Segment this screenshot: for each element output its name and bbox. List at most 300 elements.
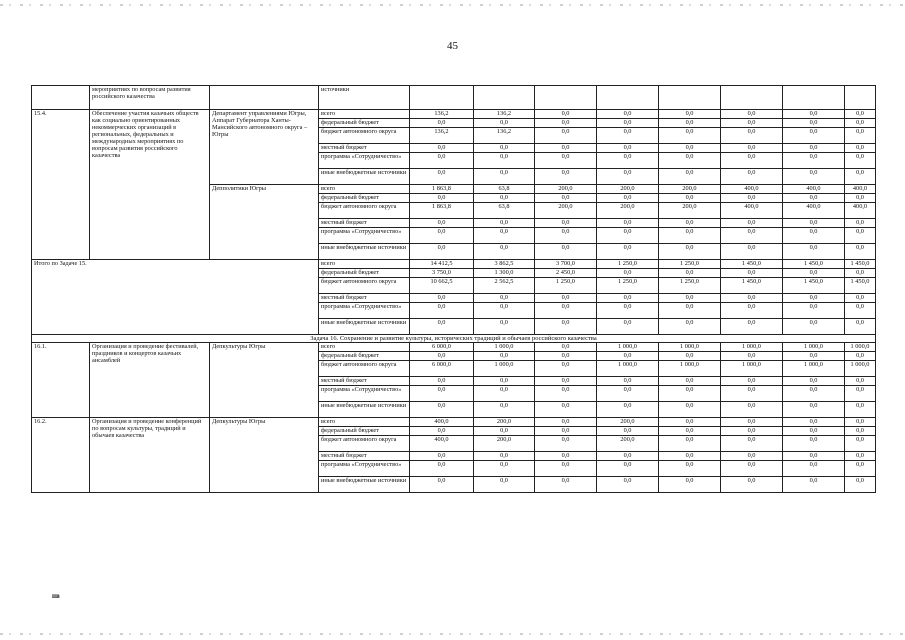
footer-mark: пв [52, 592, 60, 600]
value-cell: 0,0 [535, 128, 597, 144]
cell-event-name: Обеспечение участия казачьих обществ как социально ориентированных некоммерческих организаций в региональных, федеральных и международных мероприятиях по вопросам развития российского казачества [90, 110, 210, 260]
value-cell: 0,0 [535, 219, 597, 228]
value-cell: 0,0 [474, 319, 535, 335]
value-cell: 1 000,0 [659, 361, 721, 377]
cell-source: федеральный бюджет [319, 352, 410, 361]
value-cell: 0,0 [535, 244, 597, 260]
value-cell [659, 86, 721, 110]
value-cell: 3 862,5 [474, 260, 535, 269]
value-cell: 0,0 [535, 119, 597, 128]
value-cell: 0,0 [410, 461, 474, 477]
cell-executor [210, 86, 319, 110]
value-cell: 0,0 [659, 452, 721, 461]
value-cell: 0,0 [845, 128, 876, 144]
cell-num: 15.4. [32, 110, 90, 260]
value-cell: 0,0 [597, 228, 659, 244]
value-cell: 0,0 [659, 461, 721, 477]
value-cell: 0,0 [597, 110, 659, 119]
value-cell: 0,0 [535, 427, 597, 436]
value-cell: 0,0 [783, 402, 845, 418]
cell-source: всего [319, 110, 410, 119]
value-cell: 0,0 [410, 402, 474, 418]
value-cell: 0,0 [535, 294, 597, 303]
value-cell: 0,0 [845, 303, 876, 319]
cell-event-name: Организация и проведение фестивалей, праздников и концертов казачьих ансамблей [90, 343, 210, 418]
value-cell: 1 450,0 [721, 260, 783, 269]
value-cell: 0,0 [721, 110, 783, 119]
value-cell: 0,0 [845, 477, 876, 493]
cell-source: местный бюджет [319, 294, 410, 303]
table-row [32, 86, 876, 110]
value-cell: 400,0 [410, 436, 474, 452]
value-cell: 0,0 [597, 219, 659, 228]
table-row [32, 260, 876, 269]
cell-source: местный бюджет [319, 219, 410, 228]
value-cell: 0,0 [845, 352, 876, 361]
value-cell: 0,0 [474, 352, 535, 361]
value-cell: 0,0 [535, 169, 597, 185]
value-cell: 0,0 [410, 194, 474, 203]
value-cell: 0,0 [783, 436, 845, 452]
value-cell: 1 300,0 [474, 269, 535, 278]
table-row [32, 418, 876, 427]
cell-source: всего [319, 343, 410, 352]
value-cell: 136,2 [410, 110, 474, 119]
value-cell: 0,0 [721, 169, 783, 185]
cell-source: всего [319, 260, 410, 269]
value-cell: 0,0 [597, 427, 659, 436]
value-cell: 0,0 [721, 144, 783, 153]
value-cell: 200,0 [659, 203, 721, 219]
cell-source: всего [319, 418, 410, 427]
value-cell: 400,0 [845, 203, 876, 219]
value-cell: 6 000,0 [410, 343, 474, 352]
value-cell: 0,0 [597, 294, 659, 303]
value-cell: 0,0 [783, 477, 845, 493]
cell-source: программа «Сотрудничество» [319, 228, 410, 244]
value-cell: 0,0 [783, 303, 845, 319]
value-cell: 0,0 [659, 169, 721, 185]
value-cell: 0,0 [721, 461, 783, 477]
value-cell: 0,0 [597, 269, 659, 278]
value-cell: 400,0 [721, 203, 783, 219]
table-row [32, 110, 876, 119]
value-cell: 1 250,0 [597, 260, 659, 269]
value-cell: 0,0 [474, 219, 535, 228]
cell-num [32, 86, 90, 110]
value-cell: 200,0 [597, 203, 659, 219]
value-cell: 0,0 [474, 386, 535, 402]
value-cell: 0,0 [474, 153, 535, 169]
cell-source: бюджет автономного округа [319, 278, 410, 294]
value-cell: 1 000,0 [474, 361, 535, 377]
value-cell: 0,0 [659, 153, 721, 169]
value-cell: 0,0 [721, 352, 783, 361]
value-cell: 0,0 [410, 477, 474, 493]
value-cell: 0,0 [721, 436, 783, 452]
value-cell: 0,0 [410, 219, 474, 228]
value-cell: 0,0 [474, 377, 535, 386]
value-cell: 1 250,0 [659, 260, 721, 269]
value-cell: 0,0 [535, 386, 597, 402]
value-cell [783, 86, 845, 110]
value-cell: 0,0 [721, 294, 783, 303]
value-cell: 0,0 [410, 119, 474, 128]
cell-source: бюджет автономного округа [319, 203, 410, 219]
value-cell: 0,0 [845, 418, 876, 427]
value-cell: 136,2 [474, 128, 535, 144]
cell-source: федеральный бюджет [319, 427, 410, 436]
value-cell: 0,0 [597, 169, 659, 185]
value-cell: 0,0 [659, 244, 721, 260]
value-cell: 0,0 [783, 153, 845, 169]
value-cell: 1 000,0 [474, 343, 535, 352]
value-cell: 1 250,0 [535, 278, 597, 294]
value-cell: 0,0 [597, 477, 659, 493]
value-cell: 10 662,5 [410, 278, 474, 294]
page-number: 45 [447, 40, 458, 52]
value-cell: 0,0 [659, 436, 721, 452]
value-cell: 0,0 [410, 427, 474, 436]
table-row [32, 343, 876, 352]
value-cell: 0,0 [845, 194, 876, 203]
value-cell: 3 750,0 [410, 269, 474, 278]
value-cell: 0,0 [659, 418, 721, 427]
value-cell: 3 700,0 [535, 260, 597, 269]
cell-source: иные внебюджетные источники [319, 477, 410, 493]
value-cell: 0,0 [410, 319, 474, 335]
value-cell: 0,0 [659, 477, 721, 493]
value-cell: 0,0 [845, 461, 876, 477]
cell-source: иные внебюджетные источники [319, 402, 410, 418]
task-title: Задача 16. Сохранение и развитие культуры, исторических традиций и обычаев российского казачества [32, 335, 876, 343]
value-cell: 0,0 [597, 386, 659, 402]
value-cell: 0,0 [410, 377, 474, 386]
value-cell: 0,0 [659, 386, 721, 402]
value-cell: 0,0 [783, 110, 845, 119]
value-cell: 0,0 [845, 269, 876, 278]
value-cell [474, 86, 535, 110]
value-cell: 0,0 [597, 319, 659, 335]
value-cell: 400,0 [410, 418, 474, 427]
subtotal-title: Итого по Задаче 15. [32, 260, 319, 335]
value-cell: 200,0 [597, 185, 659, 194]
cell-source: местный бюджет [319, 144, 410, 153]
value-cell: 0,0 [535, 402, 597, 418]
value-cell: 400,0 [845, 185, 876, 194]
value-cell: 0,0 [783, 452, 845, 461]
value-cell: 0,0 [659, 402, 721, 418]
value-cell: 1 000,0 [845, 343, 876, 352]
value-cell [535, 86, 597, 110]
value-cell: 0,0 [535, 461, 597, 477]
value-cell: 0,0 [474, 477, 535, 493]
value-cell: 1 000,0 [845, 361, 876, 377]
value-cell: 0,0 [721, 452, 783, 461]
value-cell: 0,0 [783, 386, 845, 402]
cell-source: иные внебюджетные источники [319, 244, 410, 260]
value-cell: 0,0 [474, 228, 535, 244]
value-cell: 2 450,0 [535, 269, 597, 278]
value-cell: 0,0 [535, 352, 597, 361]
value-cell: 0,0 [474, 402, 535, 418]
value-cell: 0,0 [597, 402, 659, 418]
value-cell: 0,0 [721, 386, 783, 402]
value-cell: 0,0 [845, 386, 876, 402]
value-cell: 0,0 [721, 153, 783, 169]
value-cell: 0,0 [659, 294, 721, 303]
value-cell: 0,0 [783, 194, 845, 203]
value-cell: 0,0 [783, 144, 845, 153]
scan-top-edge [0, 4, 905, 6]
value-cell: 0,0 [721, 219, 783, 228]
value-cell: 0,0 [535, 228, 597, 244]
value-cell: 63,8 [474, 203, 535, 219]
value-cell: 1 000,0 [597, 361, 659, 377]
value-cell: 0,0 [783, 377, 845, 386]
value-cell: 0,0 [659, 377, 721, 386]
cell-executor: Депкультуры Югры [210, 343, 319, 418]
value-cell: 0,0 [410, 153, 474, 169]
value-cell: 0,0 [597, 144, 659, 153]
value-cell: 0,0 [721, 244, 783, 260]
value-cell: 1 250,0 [659, 278, 721, 294]
cell-source: программа «Сотрудничество» [319, 303, 410, 319]
value-cell: 14 412,5 [410, 260, 474, 269]
value-cell: 0,0 [721, 194, 783, 203]
value-cell: 0,0 [721, 418, 783, 427]
value-cell: 1 000,0 [721, 343, 783, 352]
value-cell: 0,0 [659, 119, 721, 128]
value-cell: 0,0 [721, 269, 783, 278]
scan-bottom-edge [0, 633, 905, 635]
value-cell: 1 000,0 [721, 361, 783, 377]
value-cell: 0,0 [659, 128, 721, 144]
value-cell: 0,0 [783, 461, 845, 477]
cell-executor: Департамент управлениями Югры, Аппарат Губернатора Ханты-Мансийского автономного округа – Югры [210, 110, 319, 185]
value-cell: 0,0 [845, 402, 876, 418]
value-cell: 0,0 [845, 169, 876, 185]
value-cell: 200,0 [597, 436, 659, 452]
value-cell: 1 000,0 [783, 361, 845, 377]
value-cell: 0,0 [597, 153, 659, 169]
value-cell: 0,0 [845, 427, 876, 436]
value-cell: 63,8 [474, 185, 535, 194]
value-cell: 0,0 [659, 144, 721, 153]
value-cell: 0,0 [535, 361, 597, 377]
value-cell: 0,0 [845, 436, 876, 452]
value-cell: 1 000,0 [597, 343, 659, 352]
value-cell: 0,0 [597, 244, 659, 260]
value-cell: 0,0 [783, 294, 845, 303]
value-cell: 0,0 [845, 319, 876, 335]
value-cell: 1 450,0 [783, 260, 845, 269]
value-cell: 136,2 [410, 128, 474, 144]
value-cell: 1 250,0 [597, 278, 659, 294]
value-cell: 0,0 [474, 119, 535, 128]
value-cell: 0,0 [474, 169, 535, 185]
value-cell: 200,0 [474, 418, 535, 427]
value-cell: 0,0 [659, 427, 721, 436]
value-cell: 0,0 [535, 452, 597, 461]
cell-source: всего [319, 185, 410, 194]
value-cell: 0,0 [535, 319, 597, 335]
cell-source: иные внебюджетные источники [319, 319, 410, 335]
value-cell: 0,0 [845, 110, 876, 119]
value-cell: 0,0 [721, 427, 783, 436]
value-cell: 1 450,0 [721, 278, 783, 294]
value-cell: 0,0 [535, 110, 597, 119]
cell-source: программа «Сотрудничество» [319, 461, 410, 477]
value-cell: 0,0 [845, 452, 876, 461]
value-cell: 0,0 [474, 452, 535, 461]
value-cell: 6 000,0 [410, 361, 474, 377]
cell-source: бюджет автономного округа [319, 436, 410, 452]
value-cell: 400,0 [783, 185, 845, 194]
value-cell: 0,0 [535, 343, 597, 352]
value-cell: 0,0 [659, 110, 721, 119]
value-cell: 200,0 [535, 185, 597, 194]
value-cell: 0,0 [410, 303, 474, 319]
value-cell: 0,0 [474, 427, 535, 436]
value-cell: 0,0 [783, 319, 845, 335]
value-cell: 1 863,8 [410, 185, 474, 194]
cell-num: 16.2. [32, 418, 90, 493]
cell-event-name: мероприятиях по вопросам развития российского казачества [90, 86, 210, 110]
value-cell: 200,0 [597, 418, 659, 427]
value-cell: 0,0 [474, 194, 535, 203]
value-cell: 0,0 [783, 219, 845, 228]
value-cell: 0,0 [721, 128, 783, 144]
value-cell: 0,0 [410, 228, 474, 244]
value-cell: 0,0 [659, 219, 721, 228]
value-cell: 0,0 [659, 228, 721, 244]
value-cell: 0,0 [410, 244, 474, 260]
value-cell: 0,0 [721, 377, 783, 386]
value-cell: 200,0 [659, 185, 721, 194]
value-cell: 0,0 [783, 269, 845, 278]
value-cell: 0,0 [597, 461, 659, 477]
value-cell: 0,0 [535, 144, 597, 153]
value-cell [597, 86, 659, 110]
value-cell: 0,0 [783, 119, 845, 128]
value-cell: 0,0 [845, 228, 876, 244]
cell-executor: Депполитики Югры [210, 185, 319, 260]
value-cell: 0,0 [535, 303, 597, 319]
value-cell: 0,0 [845, 377, 876, 386]
value-cell: 200,0 [535, 203, 597, 219]
value-cell: 0,0 [535, 377, 597, 386]
value-cell: 0,0 [597, 303, 659, 319]
value-cell: 0,0 [783, 228, 845, 244]
budget-table [31, 85, 876, 493]
value-cell: 0,0 [597, 377, 659, 386]
value-cell: 0,0 [721, 303, 783, 319]
value-cell: 0,0 [597, 128, 659, 144]
cell-num: 16.1. [32, 343, 90, 418]
value-cell: 0,0 [721, 477, 783, 493]
cell-source: иные внебюджетные источники [319, 169, 410, 185]
cell-source: местный бюджет [319, 452, 410, 461]
value-cell: 400,0 [783, 203, 845, 219]
value-cell: 0,0 [597, 452, 659, 461]
value-cell: 0,0 [597, 352, 659, 361]
value-cell: 0,0 [845, 153, 876, 169]
value-cell [845, 86, 876, 110]
cell-source: бюджет автономного округа [319, 361, 410, 377]
value-cell: 0,0 [410, 144, 474, 153]
value-cell: 0,0 [597, 119, 659, 128]
value-cell: 0,0 [845, 244, 876, 260]
value-cell: 0,0 [783, 427, 845, 436]
value-cell [410, 86, 474, 110]
value-cell: 0,0 [659, 319, 721, 335]
value-cell: 0,0 [659, 303, 721, 319]
value-cell: 0,0 [783, 169, 845, 185]
value-cell: 0,0 [659, 352, 721, 361]
value-cell: 0,0 [474, 303, 535, 319]
value-cell: 0,0 [535, 418, 597, 427]
cell-source: источники [319, 86, 410, 110]
value-cell: 0,0 [410, 294, 474, 303]
cell-source: местный бюджет [319, 377, 410, 386]
cell-source: федеральный бюджет [319, 119, 410, 128]
value-cell: 0,0 [845, 144, 876, 153]
value-cell: 0,0 [410, 352, 474, 361]
value-cell: 0,0 [474, 244, 535, 260]
value-cell: 400,0 [721, 185, 783, 194]
value-cell: 0,0 [721, 119, 783, 128]
value-cell: 0,0 [659, 269, 721, 278]
value-cell: 0,0 [410, 386, 474, 402]
value-cell: 0,0 [845, 219, 876, 228]
value-cell: 0,0 [535, 153, 597, 169]
value-cell: 2 562,5 [474, 278, 535, 294]
value-cell: 0,0 [410, 169, 474, 185]
cell-source: программа «Сотрудничество» [319, 153, 410, 169]
table-row [32, 335, 876, 343]
value-cell: 0,0 [474, 461, 535, 477]
cell-event-name: Организация и проведение конференций по вопросам культуры, традиций и обычаев казачества [90, 418, 210, 493]
cell-source: программа «Сотрудничество» [319, 386, 410, 402]
value-cell: 0,0 [783, 352, 845, 361]
value-cell: 1 450,0 [783, 278, 845, 294]
value-cell: 0,0 [721, 228, 783, 244]
value-cell: 0,0 [535, 436, 597, 452]
cell-source: бюджет автономного округа [319, 128, 410, 144]
value-cell: 0,0 [721, 319, 783, 335]
value-cell: 0,0 [659, 194, 721, 203]
value-cell: 0,0 [783, 418, 845, 427]
value-cell: 1 000,0 [783, 343, 845, 352]
value-cell: 0,0 [535, 194, 597, 203]
value-cell: 0,0 [410, 452, 474, 461]
value-cell: 0,0 [845, 294, 876, 303]
value-cell: 0,0 [474, 144, 535, 153]
cell-source: федеральный бюджет [319, 194, 410, 203]
value-cell: 0,0 [783, 244, 845, 260]
cell-source: федеральный бюджет [319, 269, 410, 278]
cell-executor: Депкультуры Югры [210, 418, 319, 493]
value-cell: 0,0 [783, 128, 845, 144]
value-cell: 0,0 [845, 119, 876, 128]
value-cell: 0,0 [597, 194, 659, 203]
value-cell: 200,0 [474, 436, 535, 452]
value-cell: 1 450,0 [845, 278, 876, 294]
value-cell: 0,0 [474, 294, 535, 303]
value-cell: 136,2 [474, 110, 535, 119]
value-cell: 1 863,8 [410, 203, 474, 219]
